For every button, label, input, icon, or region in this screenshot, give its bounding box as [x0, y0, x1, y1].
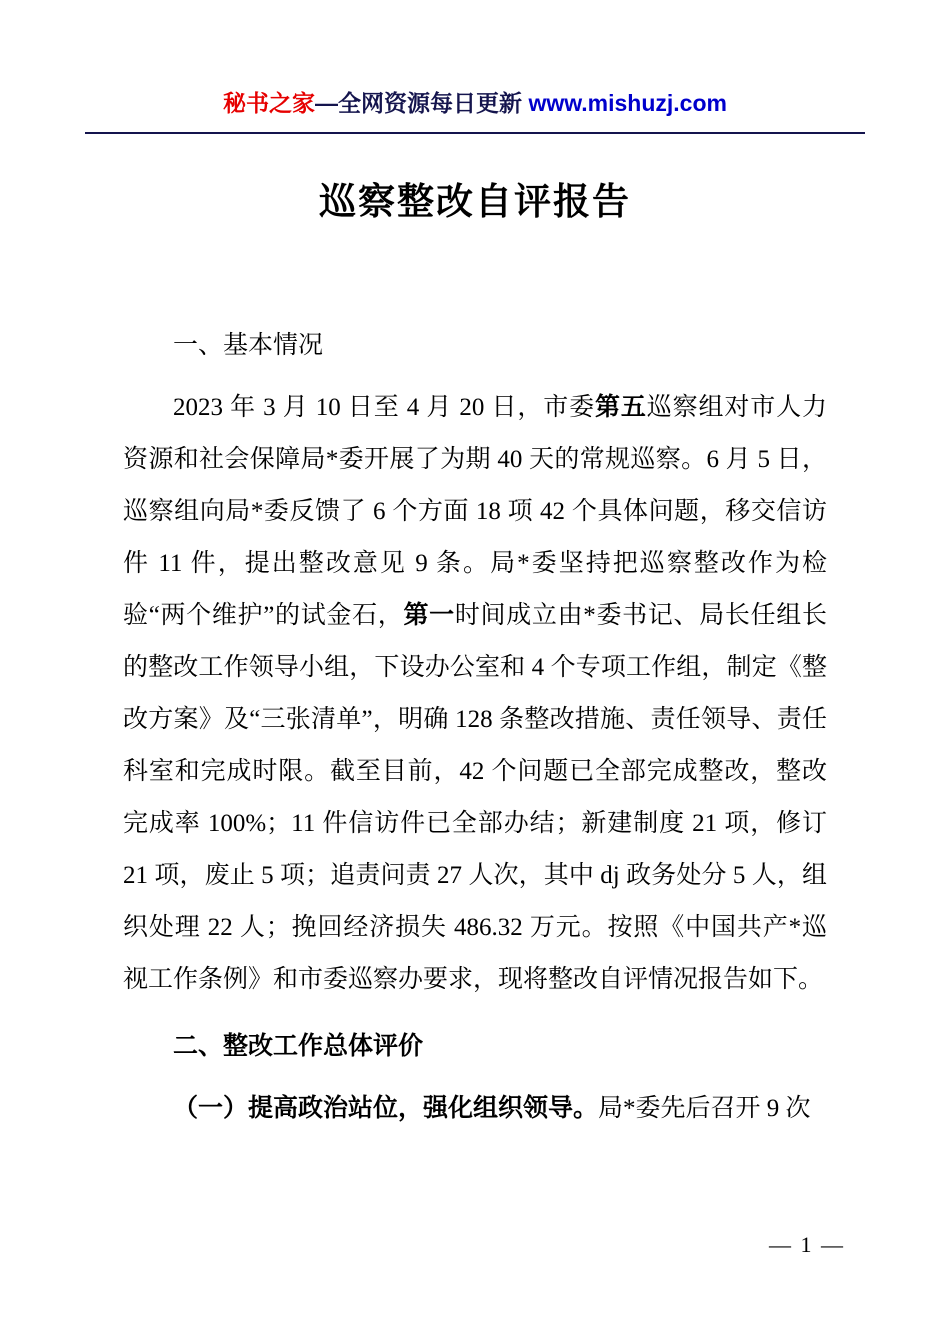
text-run-bold: （一）提高政治站位，强化组织领导。	[173, 1094, 599, 1123]
paragraph-basic-info	[123, 382, 827, 1006]
section-heading-overall-evaluation: 二、整改工作总体评价	[173, 1032, 424, 1061]
site-brand: 秘书之家	[223, 90, 316, 116]
document-title: 巡察整改自评报告	[319, 181, 631, 222]
text-run-bold: 第五	[594, 394, 647, 422]
document-body	[123, 320, 827, 1135]
text-run: 局*委先后召开 9 次	[598, 1095, 811, 1123]
section-heading-basic-info: 一、基本情况	[173, 332, 324, 360]
site-tagline: —全网资源每日更新	[315, 90, 529, 116]
text-run: 巡察组对市人力资源和社会保障局*委开展了为期 40 天的常规巡察。6 月 5 日，巡察组向局*委反馈了 6 个方面 18 项 42 个具体问题，移交信访件 11 件，提出整改意见 9 条。局*委坚持把巡察整改作为检验“两个维护”的试金石，	[123, 394, 827, 630]
site-header	[123, 88, 827, 118]
header-divider	[85, 132, 865, 134]
paragraph-overall-evaluation	[123, 1082, 827, 1135]
text-run: 2023 年 3 月 10 日至 4 月 20 日，市委	[173, 394, 595, 422]
page-number: — 1 —	[769, 1232, 845, 1257]
text-run-bold: 第一	[403, 602, 455, 630]
text-run: 时间成立由*委书记、局长任组长的整改工作领导小组，下设办公室和 4 个专项工作组，制定《整改方案》及“三张清单”，明确 128 条整改措施、责任领导、责任科室和完成时限。截至目前，42 个问题已全部完成整改，整改完成率 100%；11 件信访件已全部办结；新建制度 21 项，修订 21 项，废止 5 项；追责问责 27 人次，其中 dj 政务处分 5 人，组织处理 22 人；挽回经济损失 486.32 万元。按照《中国共产*巡视工作条例》和市委巡察办要求，现将整改自评情况报告如下。	[123, 602, 827, 994]
site-url-link[interactable]: www.mishuzj.com	[528, 90, 727, 116]
